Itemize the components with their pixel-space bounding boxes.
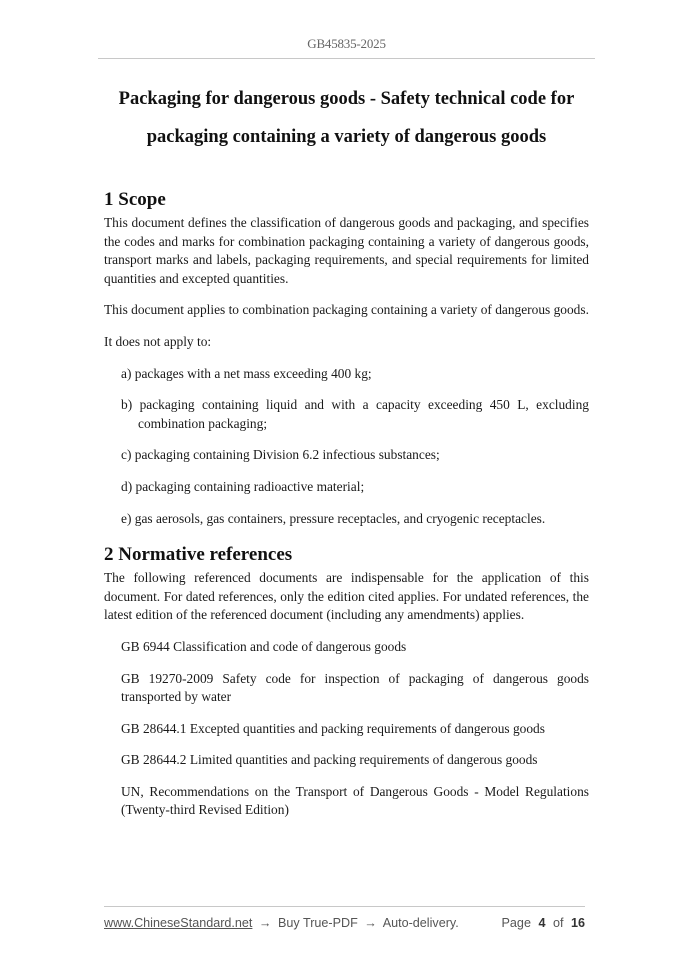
section-heading-normative-references: 2 Normative references <box>104 544 293 566</box>
auto-delivery-text: Auto-delivery. <box>382 916 459 930</box>
scope-paragraph-3: It does not apply to: <box>104 333 212 349</box>
reference-item: GB 19270-2009 Safety code for inspection of packaging of dangerous goods transported by water <box>121 670 589 705</box>
section-heading-scope: 1 Scope <box>104 189 166 210</box>
exclusion-list-item-d: d) packaging containing radioactive material; <box>121 478 365 494</box>
page-label: Page <box>501 916 531 930</box>
references-intro-paragraph: The following referenced documents are indispensable for the application of this document. For dated references, only the edition cited applies. For undated references, the latest edition of the referenced document (including any amendments) applies. <box>104 570 589 623</box>
exclusion-list-item-b: b) packaging containing liquid and with a capacity exceeding 450 L, excluding combination packaging; <box>121 397 589 431</box>
scope-paragraph-1: This document defines the classification of dangerous goods and packaging, and specifies the codes and marks for combination packaging containing a variety of dangerous goods, transport marks and labels, packaging requirements, and special requirements for limited quantities and excepted quantities. <box>104 215 589 286</box>
reference-item: GB 28644.2 Limited quantities and packing requirements of dangerous goods <box>121 752 538 768</box>
document-code-header: GB45835-2025 <box>307 36 386 51</box>
page-number-indicator <box>502 916 585 930</box>
footer-promo <box>104 916 459 930</box>
document-title-line-1: Packaging for dangerous goods - Safety technical code for <box>118 89 575 109</box>
reference-item: UN, Recommendations on the Transport of Dangerous Goods - Model Regulations (Twenty-third Revised Edition) <box>121 783 589 818</box>
chinese-standard-link[interactable]: www.ChineseStandard.net <box>104 916 253 930</box>
document-title-line-2: packaging containing a variety of dangerous goods <box>146 127 547 147</box>
arrow-right-icon: → <box>258 916 272 930</box>
exclusion-list-item-a: a) packages with a net mass exceeding 400 kg; <box>121 365 372 381</box>
arrow-right-icon: → <box>364 916 377 930</box>
exclusion-list-item-e: e) gas aerosols, gas containers, pressure receptacles, and cryogenic receptacles. <box>121 510 546 526</box>
exclusion-list-item-c: c) packaging containing Division 6.2 infectious substances; <box>121 447 440 463</box>
reference-item: GB 28644.1 Excepted quantities and packing requirements of dangerous goods <box>121 720 545 736</box>
buy-true-pdf-text: Buy True-PDF <box>278 916 358 930</box>
of-label: of <box>552 916 564 930</box>
header-divider <box>98 58 595 59</box>
section-scope <box>104 186 589 528</box>
page-footer <box>104 916 585 930</box>
reference-item: GB 6944 Classification and code of dangerous goods <box>121 638 407 654</box>
document-body <box>104 186 589 833</box>
total-pages-number: 16 <box>570 916 585 930</box>
document-title <box>98 80 595 156</box>
footer-divider <box>104 906 585 907</box>
scope-paragraph-2: This document applies to combination packaging containing a variety of dangerous goods. <box>104 302 589 318</box>
current-page-number: 4 <box>538 916 546 930</box>
section-normative-references <box>104 541 589 820</box>
